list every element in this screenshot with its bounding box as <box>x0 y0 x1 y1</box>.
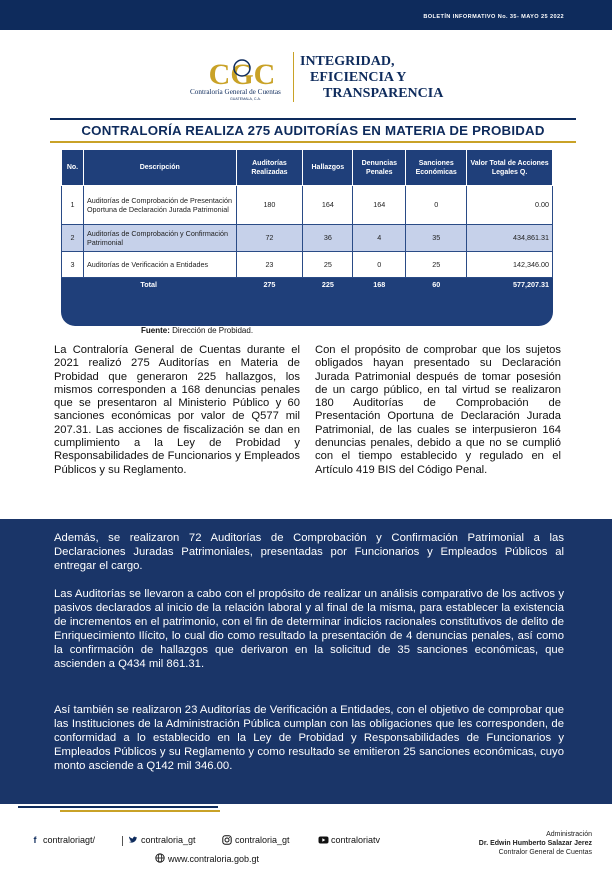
table-cell: 164 <box>303 186 353 225</box>
table-header-row <box>62 150 553 186</box>
title-rule <box>50 118 576 120</box>
facebook-icon: f <box>33 835 37 845</box>
total-cell: 577,207.31 <box>467 278 553 293</box>
instagram-link[interactable] <box>222 835 290 845</box>
table-cell: 0.00 <box>467 186 553 225</box>
table-cell: 35 <box>406 225 467 252</box>
table-cell: Auditorías de Comprobación de Presentación Oportuna de Declaración Jurada Patrimonial <box>83 186 236 225</box>
svg-text:CGC: CGC <box>208 58 276 91</box>
table-cell: Auditorías de Comprobación y Confirmación Patrimonial <box>83 225 236 252</box>
administration-block <box>479 830 592 857</box>
audit-table-container <box>61 149 553 326</box>
page-title: CONTRALORÍA REALIZA 275 AUDITORÍAS EN MATERIA DE PROBIDAD <box>81 123 545 138</box>
table-row <box>62 186 553 225</box>
twitter-icon <box>128 835 138 845</box>
column-header: Descripción <box>83 150 236 186</box>
table-cell: 25 <box>406 252 467 278</box>
table-cell: 434,861.31 <box>467 225 553 252</box>
motto-line: TRANSPARENCIA <box>323 86 444 101</box>
admin-role: Contralor General de Cuentas <box>498 849 592 856</box>
body-column-left: La Contraloría General de Cuentas durante el 2021 realizó 275 Auditorías en Materia de Probidad que generaron 225 hallazgos, los mismos corresponden a 168 denuncias penales que se presentaron al Ministerio Público y 60 sanciones económicas por valor de Q577 mil 207.31. Las acciones de fiscalización se dan en cumplimiento a la Ley de Probidad y Responsabilidades de Funcionarios y Empleados Públicos y su Reglamento. <box>54 344 300 476</box>
table-cell: 0 <box>406 186 467 225</box>
table-cell: Auditorías de Verificación a Entidades <box>83 252 236 278</box>
table-total-row <box>62 278 553 293</box>
column-header: No. <box>62 150 84 186</box>
total-cell: 225 <box>303 278 353 293</box>
table-cell: 25 <box>303 252 353 278</box>
facebook-handle: contraloriagt/ <box>43 835 96 845</box>
column-header: Valor Total de Acciones Legales Q. <box>467 150 553 186</box>
instagram-handle: contraloria_gt <box>235 835 290 845</box>
table-cell: 3 <box>62 252 84 278</box>
total-cell: 275 <box>236 278 303 293</box>
column-header: Denuncias Penales <box>353 150 406 186</box>
motto-line: INTEGRIDAD, <box>300 54 395 69</box>
source-text: Dirección de Probidad. <box>169 326 254 335</box>
youtube-handle: contraloriatv <box>331 835 381 845</box>
table-cell: 36 <box>303 225 353 252</box>
table-cell: 72 <box>236 225 303 252</box>
table-row <box>62 225 553 252</box>
column-header: Auditorías Realizadas <box>236 150 303 186</box>
table-cell: 0 <box>353 252 406 278</box>
website-link[interactable] <box>155 853 259 865</box>
org-sub: GUATEMALA, C.A. <box>230 97 261 101</box>
motto <box>300 54 443 102</box>
footer-separator <box>122 836 123 846</box>
twitter-handle: contraloria_gt <box>141 835 196 845</box>
header-divider <box>293 52 294 102</box>
paragraph: Además, se realizaron 72 Auditorías de Comprobación y Confirmación Patrimonial a las Declaraciones Juradas Patrimoniales, presentadas por Funcionarios y Empleados Públicos al entregar el cargo. <box>54 532 564 572</box>
source-label: Fuente: <box>141 326 170 335</box>
title-bar <box>50 118 576 144</box>
total-cell: 60 <box>406 278 467 293</box>
admin-name: Dr. Edwin Humberto Salazar Jerez <box>478 840 592 847</box>
table-source <box>141 326 253 335</box>
table-cell: 4 <box>353 225 406 252</box>
twitter-link[interactable] <box>128 835 196 845</box>
youtube-link[interactable] <box>318 835 380 845</box>
globe-icon <box>155 853 165 865</box>
paragraph: Así también se realizaron 23 Auditorías de Verificación a Entidades, con el objetivo de comprobar que las Instituciones de la Administración Pública cumplan con las obligaciones que les corresponden, de conformidad a lo establecido en la Ley de Probidad y Responsabilidades de Funcionarios y Empleados Públicos y su Reglamento y como resultado se emitieron 25 sanciones económicas, cuyo monto asciende a Q142 mil 346.00. <box>54 704 564 772</box>
table-cell: 142,346.00 <box>467 252 553 278</box>
column-header: Sanciones Económicas <box>406 150 467 186</box>
table-cell: 164 <box>353 186 406 225</box>
footer-gold-rule <box>60 810 220 812</box>
instagram-icon <box>222 835 232 845</box>
paragraph: Las Auditorías se llevaron a cabo con el propósito de realizar un análisis comparativo de los activos y pasivos declarados al inicio de la relación laboral y al final de la misma, para establecer la existencia de incrementos en el patrimonio, con el fin de determinar indicios racionales constitutivos de delito de Enriquecimiento Ilícito, lo cual dio como resultado la presentación de 4 denuncias penales, así como la confirmación de hallazgos que derivaron en la solicitud de 35 sanciones económicas, que ascienden a Q434 mil 861.31. <box>54 588 564 670</box>
table-cell: 1 <box>62 186 84 225</box>
motto-line: EFICIENCIA Y <box>310 70 407 85</box>
table-cell: 2 <box>62 225 84 252</box>
title-gold-rule <box>50 141 576 143</box>
table-cell: 23 <box>236 252 303 278</box>
body-column-right: Con el propósito de comprobar que los sujetos obligados hayan presentado su Declaración Jurada Patrimonial después de tomar posesión de un cargo público, en tal virtud se realizaron 180 Auditorías de Comprobación de Presentación Oportuna de Declaración Jurada Patrimonial, de las cuales se interpusieron 164 denuncias penales, debido a que no se cumplió con el tiempo establecido y regulado en el Artículo 419 BIS del Código Penal. <box>315 344 561 476</box>
footer-rule <box>18 806 218 808</box>
org-name: Contraloría General de Cuentas <box>190 88 281 96</box>
facebook-link[interactable] <box>30 835 95 845</box>
youtube-icon <box>318 835 328 845</box>
table-cell: 180 <box>236 186 303 225</box>
admin-label: Administración <box>546 831 592 838</box>
column-header: Hallazgos <box>303 150 353 186</box>
audit-table <box>61 149 553 293</box>
total-cell: 168 <box>353 278 406 293</box>
table-row <box>62 252 553 278</box>
website-url: www.contraloria.gob.gt <box>168 854 260 864</box>
total-label: Total <box>62 278 237 293</box>
bulletin-label: BOLETÍN INFORMATIVO No. 35- MAYO 25 2022 <box>423 14 564 20</box>
